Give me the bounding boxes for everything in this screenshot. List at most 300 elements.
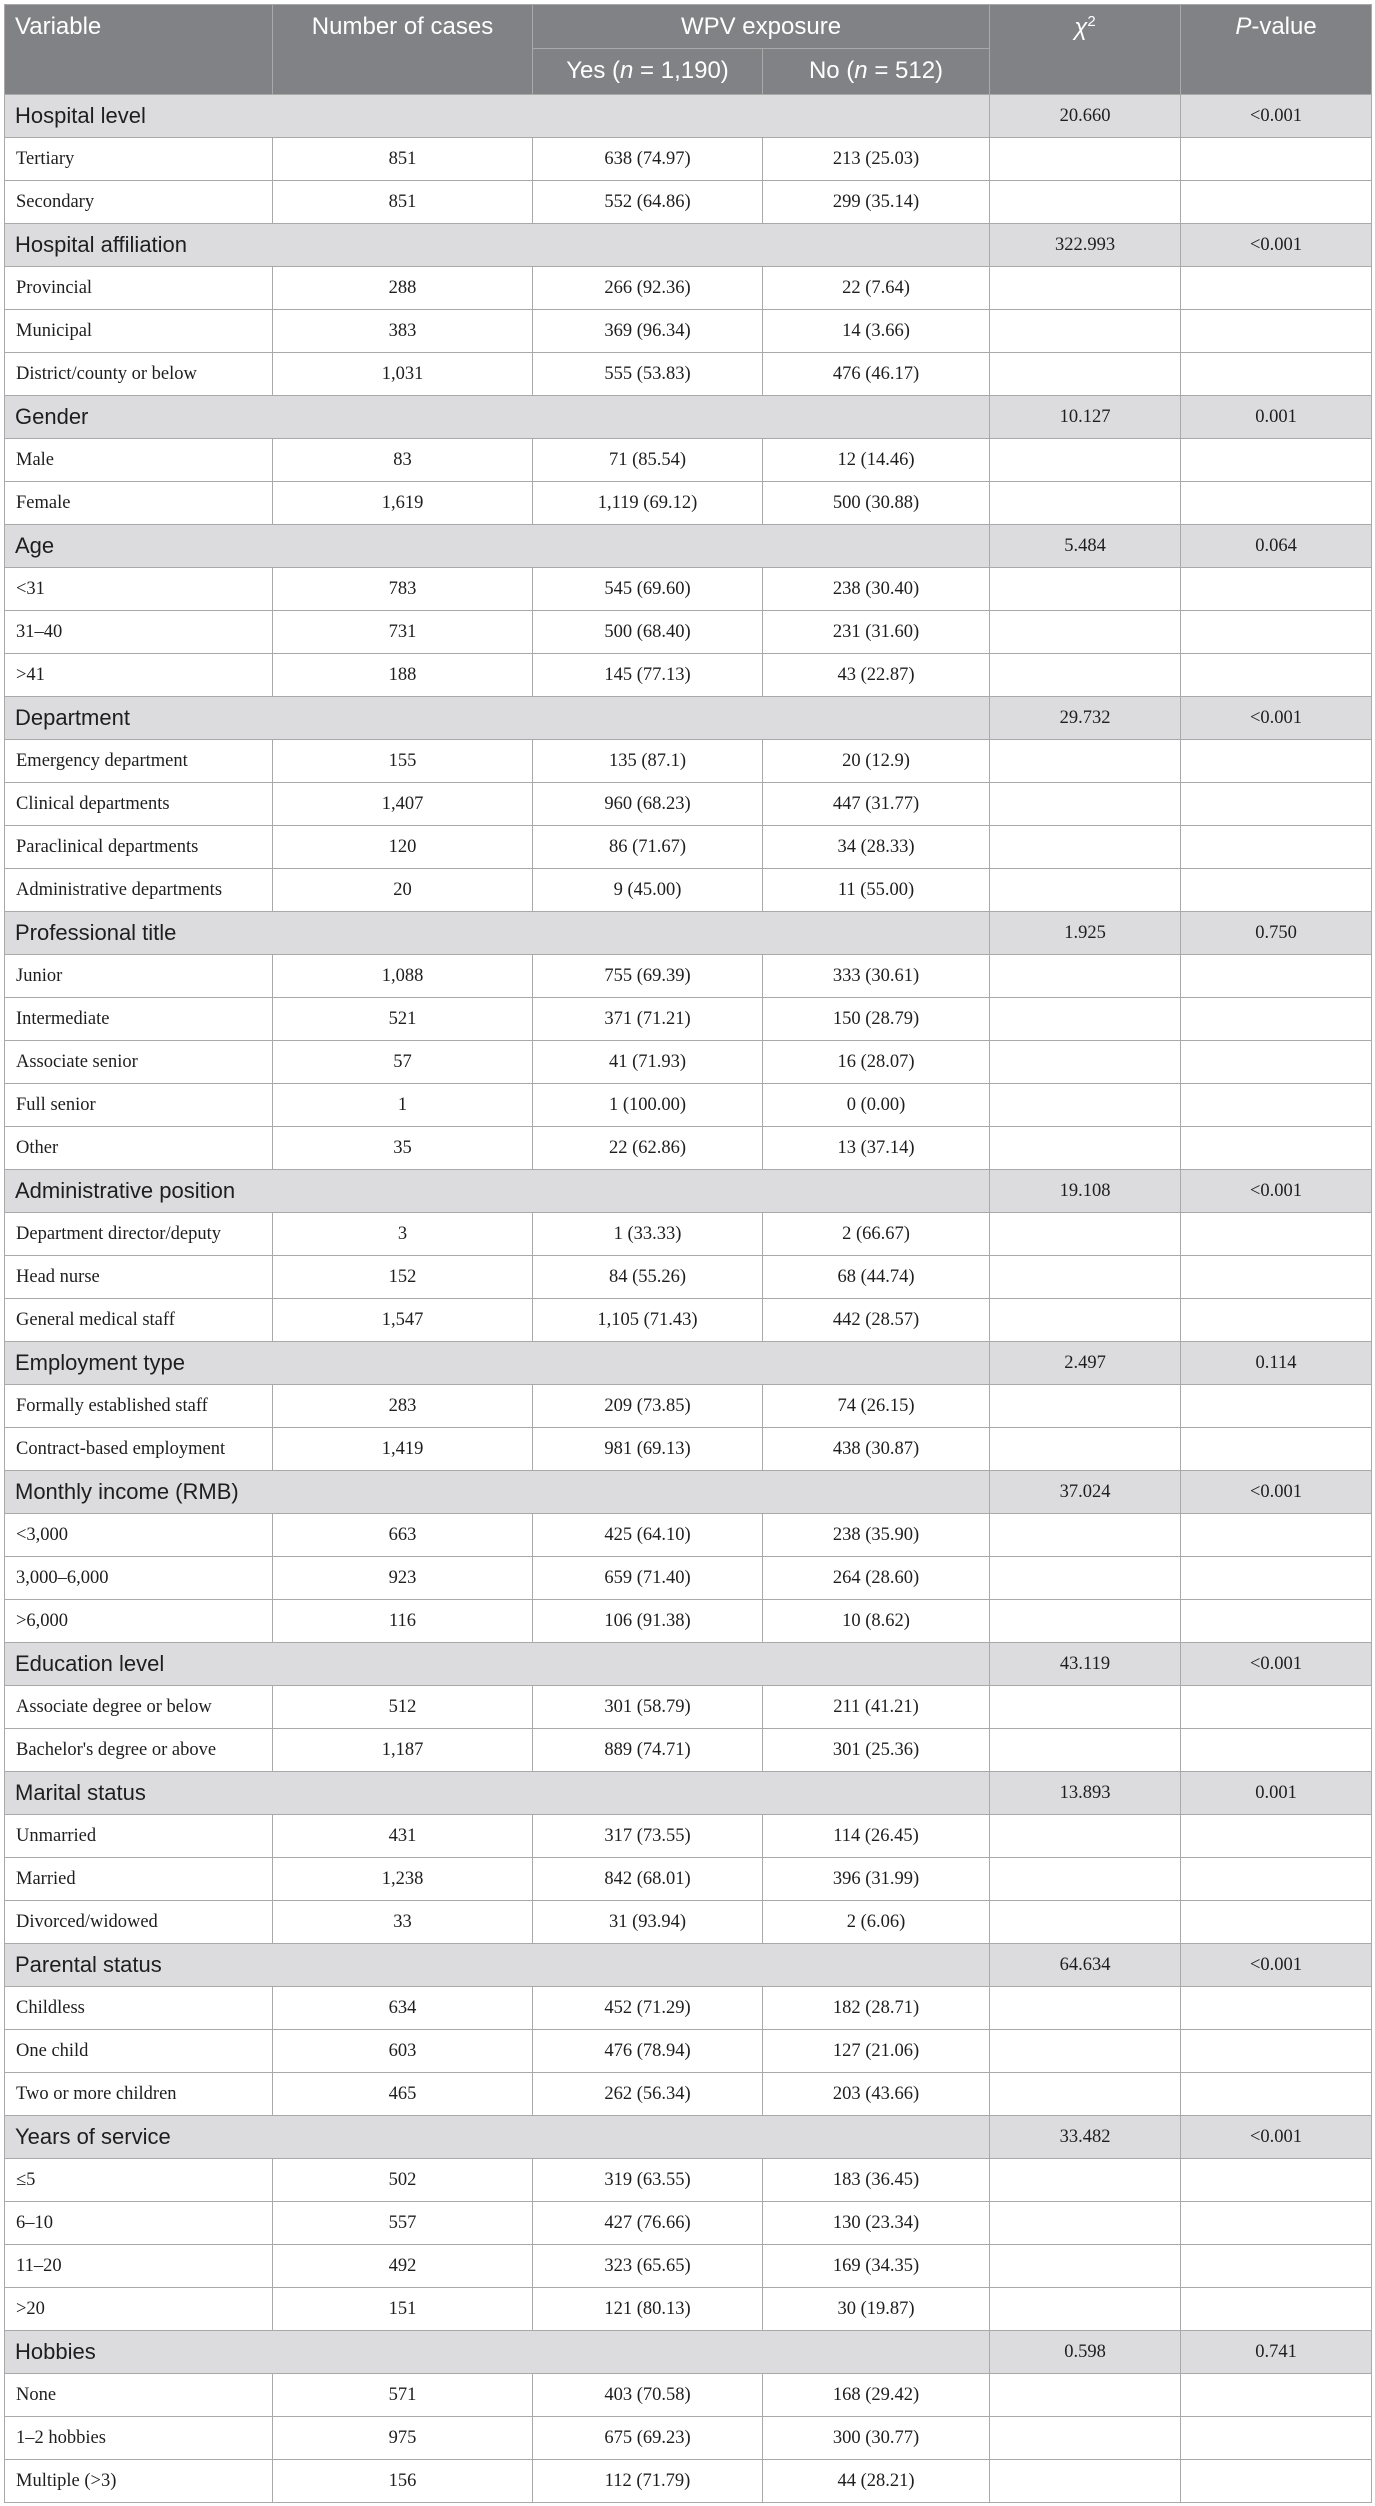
yes-suffix: = 1,190) [633, 57, 729, 84]
table-row [5, 1514, 1372, 1557]
table-row [5, 611, 1372, 654]
row-no: 476 (46.17) [763, 353, 990, 396]
row-no: 2 (6.06) [763, 1901, 990, 1944]
row-p-value-empty [1181, 740, 1372, 783]
group-chi-square: 13.893 [990, 1772, 1181, 1815]
row-label: <3,000 [5, 1514, 273, 1557]
row-p-value-empty [1181, 1256, 1372, 1299]
row-no: 447 (31.77) [763, 783, 990, 826]
group-p-value: <0.001 [1181, 2116, 1372, 2159]
row-chi-square-empty [990, 181, 1181, 224]
row-cases: 851 [273, 181, 533, 224]
table-row [5, 1901, 1372, 1944]
row-cases: 1 [273, 1084, 533, 1127]
row-yes: 403 (70.58) [533, 2374, 763, 2417]
table-row [5, 2288, 1372, 2331]
row-cases: 634 [273, 1987, 533, 2030]
group-chi-square: 33.482 [990, 2116, 1181, 2159]
row-yes: 41 (71.93) [533, 1041, 763, 1084]
row-p-value-empty [1181, 568, 1372, 611]
chi-exponent: 2 [1087, 13, 1096, 30]
row-label: 3,000–6,000 [5, 1557, 273, 1600]
row-chi-square-empty [990, 955, 1181, 998]
header-wpv-exposure: WPV exposure [533, 5, 990, 49]
row-no: 12 (14.46) [763, 439, 990, 482]
row-label: Two or more children [5, 2073, 273, 2116]
table-row [5, 1815, 1372, 1858]
row-cases: 1,238 [273, 1858, 533, 1901]
group-header-row [5, 697, 1372, 740]
yes-prefix: Yes ( [566, 57, 621, 84]
row-no: 213 (25.03) [763, 138, 990, 181]
row-no: 10 (8.62) [763, 1600, 990, 1643]
table-row [5, 1858, 1372, 1901]
group-header-row [5, 1170, 1372, 1213]
row-yes: 112 (71.79) [533, 2460, 763, 2503]
row-label: Secondary [5, 181, 273, 224]
row-label: <31 [5, 568, 273, 611]
row-yes: 145 (77.13) [533, 654, 763, 697]
row-chi-square-empty [990, 2374, 1181, 2417]
row-p-value-empty [1181, 138, 1372, 181]
group-chi-square: 5.484 [990, 525, 1181, 568]
row-p-value-empty [1181, 998, 1372, 1041]
row-p-value-empty [1181, 1901, 1372, 1944]
row-label: Associate senior [5, 1041, 273, 1084]
row-p-value-empty [1181, 2460, 1372, 2503]
row-yes: 427 (76.66) [533, 2202, 763, 2245]
row-no: 169 (34.35) [763, 2245, 990, 2288]
row-yes: 371 (71.21) [533, 998, 763, 1041]
row-yes: 121 (80.13) [533, 2288, 763, 2331]
row-p-value-empty [1181, 310, 1372, 353]
row-label: One child [5, 2030, 273, 2073]
row-cases: 731 [273, 611, 533, 654]
row-chi-square-empty [990, 740, 1181, 783]
row-chi-square-empty [990, 2460, 1181, 2503]
table-row [5, 2417, 1372, 2460]
no-n: n [854, 57, 868, 84]
row-chi-square-empty [990, 2417, 1181, 2460]
group-name: Department [5, 697, 990, 740]
row-p-value-empty [1181, 181, 1372, 224]
row-yes: 301 (58.79) [533, 1686, 763, 1729]
row-chi-square-empty [990, 654, 1181, 697]
table-row [5, 1557, 1372, 1600]
group-p-value: <0.001 [1181, 1170, 1372, 1213]
group-p-value: 0.001 [1181, 396, 1372, 439]
row-label: Intermediate [5, 998, 273, 1041]
group-name: Employment type [5, 1342, 990, 1385]
row-p-value-empty [1181, 1686, 1372, 1729]
row-yes: 106 (91.38) [533, 1600, 763, 1643]
row-cases: 152 [273, 1256, 533, 1299]
row-no: 211 (41.21) [763, 1686, 990, 1729]
row-chi-square-empty [990, 1686, 1181, 1729]
row-p-value-empty [1181, 1514, 1372, 1557]
row-no: 20 (12.9) [763, 740, 990, 783]
row-no: 44 (28.21) [763, 2460, 990, 2503]
row-no: 13 (37.14) [763, 1127, 990, 1170]
header-number-of-cases: Number of cases [273, 5, 533, 95]
row-chi-square-empty [990, 1557, 1181, 1600]
row-cases: 188 [273, 654, 533, 697]
group-header-row [5, 1471, 1372, 1514]
row-label: Female [5, 482, 273, 525]
row-chi-square-empty [990, 1901, 1181, 1944]
row-chi-square-empty [990, 439, 1181, 482]
row-no: 22 (7.64) [763, 267, 990, 310]
row-p-value-empty [1181, 1729, 1372, 1772]
row-label: Divorced/widowed [5, 1901, 273, 1944]
row-yes: 84 (55.26) [533, 1256, 763, 1299]
row-no: 2 (66.67) [763, 1213, 990, 1256]
row-no: 203 (43.66) [763, 2073, 990, 2116]
row-cases: 571 [273, 2374, 533, 2417]
row-cases: 1,088 [273, 955, 533, 998]
row-cases: 1,419 [273, 1428, 533, 1471]
table-row [5, 1299, 1372, 1342]
row-cases: 35 [273, 1127, 533, 1170]
row-label: Municipal [5, 310, 273, 353]
row-yes: 71 (85.54) [533, 439, 763, 482]
row-cases: 783 [273, 568, 533, 611]
row-yes: 317 (73.55) [533, 1815, 763, 1858]
row-p-value-empty [1181, 1084, 1372, 1127]
row-yes: 9 (45.00) [533, 869, 763, 912]
row-yes: 675 (69.23) [533, 2417, 763, 2460]
row-cases: 557 [273, 2202, 533, 2245]
row-label: Paraclinical departments [5, 826, 273, 869]
p-suffix: -value [1251, 13, 1317, 40]
row-no: 500 (30.88) [763, 482, 990, 525]
row-cases: 512 [273, 1686, 533, 1729]
row-chi-square-empty [990, 998, 1181, 1041]
row-no: 150 (28.79) [763, 998, 990, 1041]
row-chi-square-empty [990, 2288, 1181, 2331]
row-no: 438 (30.87) [763, 1428, 990, 1471]
row-cases: 603 [273, 2030, 533, 2073]
row-label: 11–20 [5, 2245, 273, 2288]
row-chi-square-empty [990, 1514, 1181, 1557]
group-chi-square: 43.119 [990, 1643, 1181, 1686]
row-chi-square-empty [990, 1815, 1181, 1858]
row-label: Formally established staff [5, 1385, 273, 1428]
row-yes: 86 (71.67) [533, 826, 763, 869]
row-cases: 1,407 [273, 783, 533, 826]
row-chi-square-empty [990, 568, 1181, 611]
row-chi-square-empty [990, 1127, 1181, 1170]
row-no: 238 (35.90) [763, 1514, 990, 1557]
row-yes: 500 (68.40) [533, 611, 763, 654]
row-cases: 283 [273, 1385, 533, 1428]
row-label: >20 [5, 2288, 273, 2331]
row-yes: 981 (69.13) [533, 1428, 763, 1471]
row-cases: 431 [273, 1815, 533, 1858]
table-header [5, 5, 1372, 95]
row-no: 301 (25.36) [763, 1729, 990, 1772]
row-no: 168 (29.42) [763, 2374, 990, 2417]
no-prefix: No ( [808, 57, 855, 84]
header-variable: Variable [5, 5, 273, 95]
group-name: Professional title [5, 912, 990, 955]
group-name: Hospital affiliation [5, 224, 990, 267]
row-label: Contract-based employment [5, 1428, 273, 1471]
table-row [5, 353, 1372, 396]
row-yes: 262 (56.34) [533, 2073, 763, 2116]
row-label: General medical staff [5, 1299, 273, 1342]
row-label: Clinical departments [5, 783, 273, 826]
row-chi-square-empty [990, 2030, 1181, 2073]
table-row [5, 1686, 1372, 1729]
row-cases: 20 [273, 869, 533, 912]
row-chi-square-empty [990, 2245, 1181, 2288]
group-p-value: 0.064 [1181, 525, 1372, 568]
row-cases: 521 [273, 998, 533, 1041]
p-letter: P [1235, 13, 1252, 40]
row-yes: 135 (87.1) [533, 740, 763, 783]
row-label: 6–10 [5, 2202, 273, 2245]
table-row [5, 138, 1372, 181]
row-no: 30 (19.87) [763, 2288, 990, 2331]
row-chi-square-empty [990, 1729, 1181, 1772]
group-header-row [5, 95, 1372, 138]
table-row [5, 826, 1372, 869]
row-no: 396 (31.99) [763, 1858, 990, 1901]
row-chi-square-empty [990, 1385, 1181, 1428]
group-header-row [5, 2331, 1372, 2374]
row-p-value-empty [1181, 783, 1372, 826]
row-chi-square-empty [990, 138, 1181, 181]
row-yes: 369 (96.34) [533, 310, 763, 353]
row-no: 231 (31.60) [763, 611, 990, 654]
table-row [5, 2030, 1372, 2073]
row-p-value-empty [1181, 826, 1372, 869]
row-p-value-empty [1181, 1041, 1372, 1084]
table-row [5, 1041, 1372, 1084]
row-chi-square-empty [990, 869, 1181, 912]
group-header-row [5, 2116, 1372, 2159]
row-cases: 1,619 [273, 482, 533, 525]
row-yes: 22 (62.86) [533, 1127, 763, 1170]
row-chi-square-empty [990, 353, 1181, 396]
row-no: 0 (0.00) [763, 1084, 990, 1127]
table-row [5, 1600, 1372, 1643]
row-label: Married [5, 1858, 273, 1901]
row-cases: 502 [273, 2159, 533, 2202]
row-yes: 425 (64.10) [533, 1514, 763, 1557]
row-chi-square-empty [990, 1600, 1181, 1643]
row-cases: 57 [273, 1041, 533, 1084]
table-row [5, 439, 1372, 482]
row-no: 114 (26.45) [763, 1815, 990, 1858]
row-yes: 476 (78.94) [533, 2030, 763, 2073]
yes-n: n [620, 57, 634, 84]
table-row [5, 181, 1372, 224]
table-row [5, 568, 1372, 611]
table-body [5, 95, 1372, 2503]
group-name: Education level [5, 1643, 990, 1686]
row-no: 43 (22.87) [763, 654, 990, 697]
table-row [5, 2460, 1372, 2503]
group-name: Years of service [5, 2116, 990, 2159]
row-yes: 638 (74.97) [533, 138, 763, 181]
table-row [5, 267, 1372, 310]
row-cases: 663 [273, 1514, 533, 1557]
group-p-value: <0.001 [1181, 1944, 1372, 1987]
group-name: Parental status [5, 1944, 990, 1987]
row-label: None [5, 2374, 273, 2417]
row-cases: 3 [273, 1213, 533, 1256]
header-no [763, 49, 990, 95]
row-chi-square-empty [990, 1041, 1181, 1084]
row-label: Administrative departments [5, 869, 273, 912]
row-label: 31–40 [5, 611, 273, 654]
group-name: Monthly income (RMB) [5, 1471, 990, 1514]
row-p-value-empty [1181, 482, 1372, 525]
row-p-value-empty [1181, 1987, 1372, 2030]
group-header-row [5, 1643, 1372, 1686]
row-yes: 842 (68.01) [533, 1858, 763, 1901]
row-no: 299 (35.14) [763, 181, 990, 224]
row-cases: 151 [273, 2288, 533, 2331]
row-label: Tertiary [5, 138, 273, 181]
table-row [5, 1987, 1372, 2030]
group-name: Hospital level [5, 95, 990, 138]
row-chi-square-empty [990, 1858, 1181, 1901]
row-chi-square-empty [990, 1299, 1181, 1342]
row-no: 16 (28.07) [763, 1041, 990, 1084]
table-row [5, 2374, 1372, 2417]
row-label: Junior [5, 955, 273, 998]
row-yes: 555 (53.83) [533, 353, 763, 396]
row-cases: 33 [273, 1901, 533, 1944]
row-label: Associate degree or below [5, 1686, 273, 1729]
row-yes: 659 (71.40) [533, 1557, 763, 1600]
row-yes: 209 (73.85) [533, 1385, 763, 1428]
group-p-value: <0.001 [1181, 1471, 1372, 1514]
group-chi-square: 0.598 [990, 2331, 1181, 2374]
row-chi-square-empty [990, 310, 1181, 353]
row-p-value-empty [1181, 1385, 1372, 1428]
row-p-value-empty [1181, 2374, 1372, 2417]
row-cases: 1,187 [273, 1729, 533, 1772]
group-p-value: <0.001 [1181, 95, 1372, 138]
header-yes [533, 49, 763, 95]
group-p-value: 0.114 [1181, 1342, 1372, 1385]
table-row [5, 998, 1372, 1041]
table-row [5, 2202, 1372, 2245]
group-chi-square: 64.634 [990, 1944, 1181, 1987]
row-p-value-empty [1181, 1127, 1372, 1170]
row-cases: 116 [273, 1600, 533, 1643]
row-p-value-empty [1181, 2030, 1372, 2073]
group-header-row [5, 912, 1372, 955]
row-p-value-empty [1181, 1858, 1372, 1901]
table-row [5, 1729, 1372, 1772]
table-row [5, 1256, 1372, 1299]
row-yes: 552 (64.86) [533, 181, 763, 224]
row-p-value-empty [1181, 1557, 1372, 1600]
row-chi-square-empty [990, 267, 1181, 310]
table-row [5, 2073, 1372, 2116]
row-chi-square-empty [990, 482, 1181, 525]
row-no: 127 (21.06) [763, 2030, 990, 2073]
row-yes: 755 (69.39) [533, 955, 763, 998]
row-cases: 923 [273, 1557, 533, 1600]
group-header-row [5, 1772, 1372, 1815]
header-p-value [1181, 5, 1372, 95]
row-label: District/county or below [5, 353, 273, 396]
chi-symbol: χ [1074, 14, 1088, 41]
row-no: 442 (28.57) [763, 1299, 990, 1342]
row-label: Male [5, 439, 273, 482]
row-no: 34 (28.33) [763, 826, 990, 869]
group-p-value: 0.741 [1181, 2331, 1372, 2374]
group-chi-square: 37.024 [990, 1471, 1181, 1514]
row-p-value-empty [1181, 1428, 1372, 1471]
table-row [5, 869, 1372, 912]
table-row [5, 1084, 1372, 1127]
row-p-value-empty [1181, 2245, 1372, 2288]
group-chi-square: 20.660 [990, 95, 1181, 138]
table-row [5, 1213, 1372, 1256]
row-chi-square-empty [990, 2073, 1181, 2116]
group-name: Age [5, 525, 990, 568]
table-row [5, 783, 1372, 826]
group-p-value: <0.001 [1181, 1643, 1372, 1686]
row-no: 74 (26.15) [763, 1385, 990, 1428]
row-yes: 1 (33.33) [533, 1213, 763, 1256]
group-chi-square: 2.497 [990, 1342, 1181, 1385]
row-label: >41 [5, 654, 273, 697]
row-label: 1–2 hobbies [5, 2417, 273, 2460]
row-chi-square-empty [990, 2159, 1181, 2202]
row-no: 183 (36.45) [763, 2159, 990, 2202]
row-p-value-empty [1181, 1815, 1372, 1858]
row-yes: 266 (92.36) [533, 267, 763, 310]
group-name: Gender [5, 396, 990, 439]
group-chi-square: 322.993 [990, 224, 1181, 267]
row-cases: 851 [273, 138, 533, 181]
row-p-value-empty [1181, 1600, 1372, 1643]
group-name: Hobbies [5, 2331, 990, 2374]
row-no: 130 (23.34) [763, 2202, 990, 2245]
row-chi-square-empty [990, 2202, 1181, 2245]
group-p-value: 0.750 [1181, 912, 1372, 955]
row-chi-square-empty [990, 611, 1181, 654]
row-yes: 1,119 (69.12) [533, 482, 763, 525]
row-chi-square-empty [990, 783, 1181, 826]
row-label: Childless [5, 1987, 273, 2030]
row-cases: 156 [273, 2460, 533, 2503]
row-p-value-empty [1181, 1299, 1372, 1342]
table-row [5, 2245, 1372, 2288]
row-p-value-empty [1181, 267, 1372, 310]
table-row [5, 1385, 1372, 1428]
row-p-value-empty [1181, 869, 1372, 912]
header-chi-square [990, 5, 1181, 95]
row-chi-square-empty [990, 1987, 1181, 2030]
row-no: 11 (55.00) [763, 869, 990, 912]
row-label: Full senior [5, 1084, 273, 1127]
row-no: 300 (30.77) [763, 2417, 990, 2460]
table-row [5, 955, 1372, 998]
group-chi-square: 10.127 [990, 396, 1181, 439]
row-yes: 452 (71.29) [533, 1987, 763, 2030]
row-cases: 465 [273, 2073, 533, 2116]
row-p-value-empty [1181, 439, 1372, 482]
